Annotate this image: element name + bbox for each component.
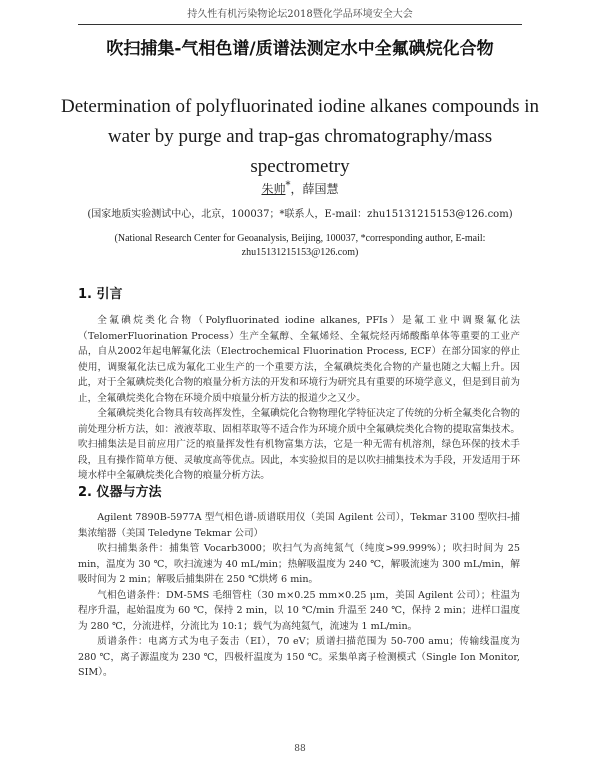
title-chinese: 吹扫捕集-气相色谱/质谱法测定水中全氟碘烷化合物	[106, 39, 494, 59]
affiliation-chinese: (国家地质实验测试中心，北京，100037；*联系人，E-mail：zhu15131215153@126.com)	[87, 209, 513, 220]
section-methods-body	[78, 510, 520, 681]
paragraph: 全氟碘烷类化合物（Polyfluorinated iodine alkanes, PFIs）是氟工业中调聚氟化法（TelomerFluorination Process）生产全氟醇、全氟烯烃、全氟烷烃丙烯酸酯单体等重要的工业产品，自从2002年起电解氟化法（Electrochemical Fluorination Process, ECF）在部分国家的停止使用，调聚氟化法已成为氟化工业生产的一个重要方法，全氟碘烷类化合物的产量也随之大幅上升。因此，对于全氟碘烷类化合物的痕量分析方法的开发和环境行为研究具有重要的环境学意义，但是到目前为止，全氟碘烷类化合物在环境介质中痕量分析方法的报道少之又少。	[78, 315, 520, 404]
paragraph: 质谱条件：电离方式为电子轰击（EI），70 eV；质谱扫描范围为 50-700 amu；传输线温度为 280 ℃，离子源温度为 230 ℃，四极杆温度为 150 ℃。采集单离子检测模式（Single Ion Monitor, SIM）。	[78, 636, 520, 678]
header-rule	[78, 24, 522, 25]
author-separator: ，	[290, 182, 303, 196]
paragraph: 吹扫捕集条件：捕集管 Vocarb3000；吹扫气为高纯氮气（纯度>99.999%）；吹扫时间为 25 min，温度为 30 ℃，吹扫流速为 40 mL/min；热解吸温度为 240 ℃，解吸流速为 300 mL/min，解吸时间为 2 min；解吸后捕集阱在 250 ℃烘烤 6 min。	[78, 543, 520, 585]
section-heading-methods: 2. 仪器与方法	[78, 485, 162, 500]
running-header: 持久性有机污染物论坛2018暨化学品环境安全大会	[187, 9, 413, 20]
title-english: Determination of polyfluorinated iodine alkanes compounds in water by purge and trap-gas chromatography/mass spectrometry	[60, 96, 540, 177]
paragraph: 全氟碘烷类化合物具有较高挥发性，全氟碘烷化合物物理化学特征决定了传统的分析全氟类化合物的前处理分析方法，如：液液萃取、固相萃取等不适合作为环境介质中全氟碘烷类化合物的提取富集技术。吹扫捕集法是目前应用广泛的痕量挥发性有机物富集方法，它是一种无需有机溶剂，绿色环保的技术手段，且有操作简单方便、灵敏度高等优点。因此，本实验拟目的是以吹扫捕集技术为手段，开发适用于环境水样中全氟碘烷类化合物的痕量分析方法。	[78, 408, 520, 481]
author-second: 薛国慧	[302, 182, 339, 196]
author-line	[60, 178, 540, 197]
author-corresponding-mark: *	[285, 180, 291, 191]
section-introduction-body	[78, 313, 520, 484]
paragraph: Agilent 7890B-5977A 型气相色谱-质谱联用仪（美国 Agilent 公司），Tekmar 3100 型吹扫-捕集浓缩器（美国 Teledyne Tekmar 公司）	[78, 512, 520, 539]
section-heading-introduction: 1. 引言	[78, 287, 123, 302]
author-first: 朱帅	[261, 182, 286, 196]
page-number: 88	[294, 744, 306, 754]
paragraph: 气相色谱条件：DM-5MS 毛细管柱（30 m×0.25 mm×0.25 μm，美国 Agilent 公司）；柱温为程序升温，起始温度为 60 ℃，保持 2 min，以 10 ℃/min 升温至 240 ℃，保持 2 min；进样口温度为 280 ℃，分流进样，分流比为 10:1；载气为高纯氦气，流速为 1 mL/min。	[78, 589, 520, 632]
affiliation-english: (National Research Center for Geoanalysis, Beijing, 100037, *corresponding author, E-mail: zhu15131215153@126.com)	[114, 233, 486, 258]
